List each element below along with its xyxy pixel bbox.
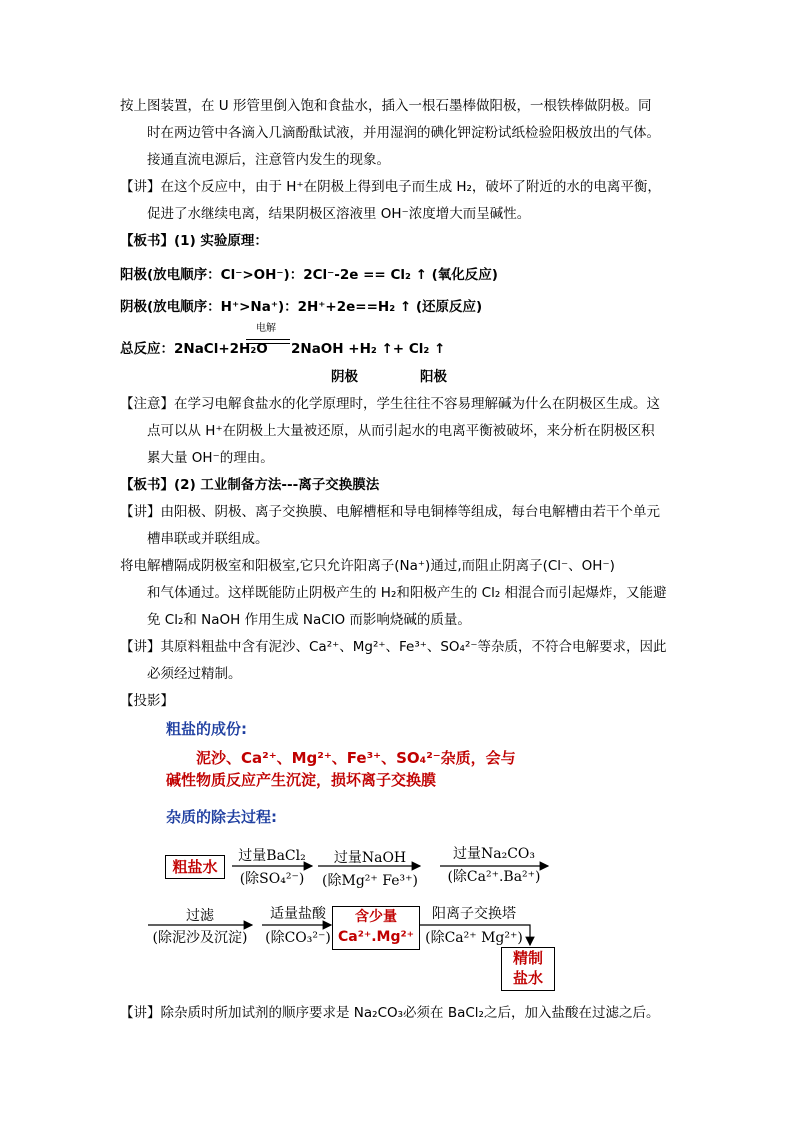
board-text: (1) 实验原理：: [174, 233, 268, 249]
board-text: (2) 工业制备方法---离子交换膜法: [174, 477, 380, 493]
board-tag: 【板书】: [120, 477, 174, 493]
flow-step-4-removes: (除泥沙及沉淀): [152, 930, 248, 946]
intermediate-line-1: 含少量: [355, 909, 397, 925]
lecture-text: 在这个反应中，由于 H⁺在阴极上得到电子而生成 H₂，破坏了附近的水的电离平衡，: [160, 179, 661, 195]
flow-box-crude-brine: 粗盐水: [165, 855, 225, 879]
electrode-label-cathode: 阴极: [331, 369, 358, 385]
intro-line-3: 接通直流电源后，注意管内发生的现象。: [147, 152, 390, 168]
membrane-para-line-2: 和气体通过。这样既能防止阴极产生的 H₂和阳极产生的 Cl₂ 相混合而引起爆炸，又能避: [147, 585, 667, 601]
flow-step-5-removes: (除CO₃²⁻): [265, 930, 331, 946]
slide-impurities-line-1: 泥沙、Ca²⁺、Mg²⁺、Fe³⁺、SO₄²⁻杂质，会与: [196, 749, 516, 767]
lecture-tag: 【讲】: [120, 639, 161, 655]
membrane-para-line-1: 将电解槽隔成阴极室和阳极室,它只允许阳离子(Na⁺)通过,而阻止阴离子(Cl⁻、OH⁻): [120, 558, 615, 574]
note-text: 在学习电解食盐水的化学原理时，学生往往不容易理解碱为什么在阴极区生成。这: [174, 396, 660, 412]
slide-impurities-line-2: 碱性物质反应产生沉淀，损坏离子交换膜: [166, 771, 437, 789]
lecture-1-line-2: 促进了水继续电离，结果阴极区溶液里 OH⁻浓度增大而呈碱性。: [147, 206, 531, 222]
flow-box-intermediate: [332, 906, 420, 950]
flow-step-4-operation: 过滤: [186, 908, 214, 924]
flow-step-1-reagent: 过量BaCl₂: [238, 848, 306, 864]
projection-tag: 【投影】: [120, 693, 174, 709]
slide-title-process: 杂质的除去过程:: [166, 808, 277, 826]
lecture-text: 其原料粗盐中含有泥沙、Ca²⁺、Mg²⁺、Fe³⁺、SO₄²⁻等杂质，不符合电解要求，因此: [160, 639, 667, 655]
refined-line-1: 精制: [512, 949, 543, 967]
lecture-paragraph-4: [120, 1004, 659, 1023]
flow-box-refined-brine: [501, 947, 555, 991]
reaction-condition: 电解: [256, 323, 276, 334]
lecture-2-line-2: 槽串联或并联组成。: [147, 531, 269, 547]
anode-equation: 阳极(放电顺序：Cl⁻>OH⁻)：2Cl⁻-2e == Cl₂ ↑ (氧化反应): [120, 267, 498, 283]
lecture-3-line-2: 必须经过精制。: [147, 666, 242, 682]
lecture-tag: 【讲】: [120, 1005, 161, 1021]
note-line-2: 点可以从 H⁺在阴极上大量被还原，从而引起水的电离平衡被破坏，来分析在阴极区积: [147, 423, 655, 439]
flow-step-5-reagent: 适量盐酸: [270, 906, 326, 922]
flow-step-2-removes: (除Mg²⁺ Fe³⁺): [322, 873, 418, 889]
note-line-3: 累大量 OH⁻的理由。: [147, 450, 274, 466]
refined-line-2: 盐水: [512, 969, 543, 987]
total-reaction-label: 总反应：2NaCl+2H₂O: [120, 341, 268, 357]
intro-line-1: 按上图装置，在 U 形管里倒入饱和食盐水，插入一根石墨棒做阳极，一根铁棒做阴极。同: [120, 98, 652, 114]
slide-title-composition: 粗盐的成份:: [166, 720, 247, 738]
flow-step-3-removes: (除Ca²⁺.Ba²⁺): [447, 869, 541, 885]
intro-line-2: 时在两边管中各滴入几滴酚酞试液，并用湿润的碘化钾淀粉试纸检验阳极放出的气体。: [147, 125, 660, 141]
flow-step-2-reagent: 过量NaOH: [333, 850, 407, 866]
flow-step-3-reagent: 过量Na₂CO₃: [452, 846, 535, 862]
note-tag: 【注意】: [120, 396, 174, 412]
lecture-tag: 【讲】: [120, 504, 161, 520]
intermediate-line-2: Ca²⁺.Mg²⁺: [337, 929, 415, 945]
flow-step-1-removes: (除SO₄²⁻): [239, 871, 305, 887]
membrane-para-line-3: 免 Cl₂和 NaOH 作用生成 NaClO 而影响烧碱的质量。: [147, 612, 471, 628]
flow-step-6-operation: 阳离子交换塔: [432, 906, 516, 922]
lecture-tag: 【讲】: [120, 179, 161, 195]
lecture-text: 除杂质时所加试剂的顺序要求是 Na₂CO₃必须在 BaCl₂之后，加入盐酸在过滤之后。: [160, 1005, 660, 1021]
cathode-equation: 阴极(放电顺序：H⁺>Na⁺)：2H⁺+2e==H₂ ↑ (还原反应): [120, 299, 483, 315]
electrode-label-anode: 阳极: [420, 369, 447, 385]
board-tag: 【板书】: [120, 233, 174, 249]
flow-step-6-removes: (除Ca²⁺ Mg²⁺): [425, 930, 523, 946]
lecture-text: 由阳极、阴极、离子交换膜、电解槽框和导电铜棒等组成，每台电解槽由若干个单元: [160, 504, 660, 520]
total-reaction-products: 2NaOH +H₂ ↑+ Cl₂ ↑: [291, 341, 446, 357]
